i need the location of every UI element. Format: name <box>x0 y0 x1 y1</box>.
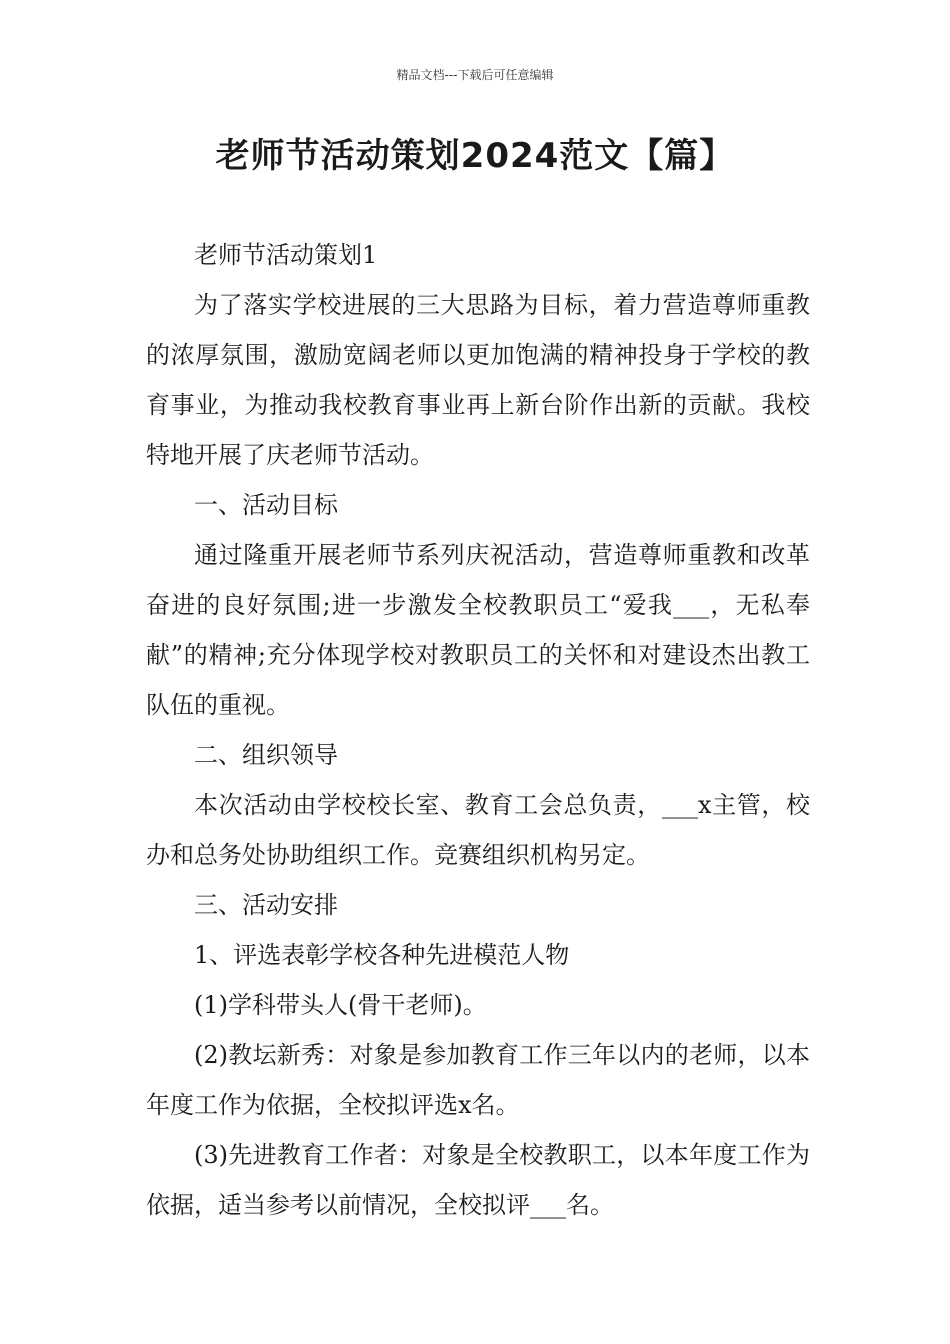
arrangement-subitem-1: (1)学科带头人(骨干老师)。 <box>194 991 487 1019</box>
section-heading-organization: 二、组织领导 <box>194 741 338 769</box>
arrangement-item-1: 1、评选表彰学校各种先进模范人物 <box>194 941 570 969</box>
section-heading-goals: 一、活动目标 <box>194 491 338 519</box>
arrangement-subitem-2: (2)教坛新秀：对象是参加教育工作三年以内的老师，以本年度工作为依据，全校拟评选x名。 <box>146 1041 810 1119</box>
page-header-note: 精品文档---下载后可任意编辑 <box>396 68 554 82</box>
document-title: 老师节活动策划2024范文【篇】 <box>215 136 735 176</box>
goals-paragraph: 通过隆重开展老师节系列庆祝活动，营造尊师重教和改革奋进的良好氛围;进一步激发全校教职员工“爱我___，无私奉献”的精神;充分体现学校对教职员工的关怀和对建设杰出教工队伍的重视。 <box>146 541 810 719</box>
section-heading-arrangement: 三、活动安排 <box>194 891 338 919</box>
section-heading-plan-1: 老师节活动策划1 <box>194 241 378 269</box>
intro-paragraph: 为了落实学校进展的三大思路为目标，着力营造尊师重教的浓厚氛围，激励宽阔老师以更加饱满的精神投身于学校的教育事业，为推动我校教育事业再上新台阶作出新的贡献。我校特地开展了庆老师节活动。 <box>146 291 810 469</box>
arrangement-subitem-3: (3)先进教育工作者：对象是全校教职工，以本年度工作为依据，适当参考以前情况，全校拟评___名。 <box>146 1141 810 1219</box>
document-body <box>146 230 810 1230</box>
organization-paragraph: 本次活动由学校校长室、教育工会总负责，___x主管，校办和总务处协助组织工作。竞赛组织机构另定。 <box>146 791 810 869</box>
